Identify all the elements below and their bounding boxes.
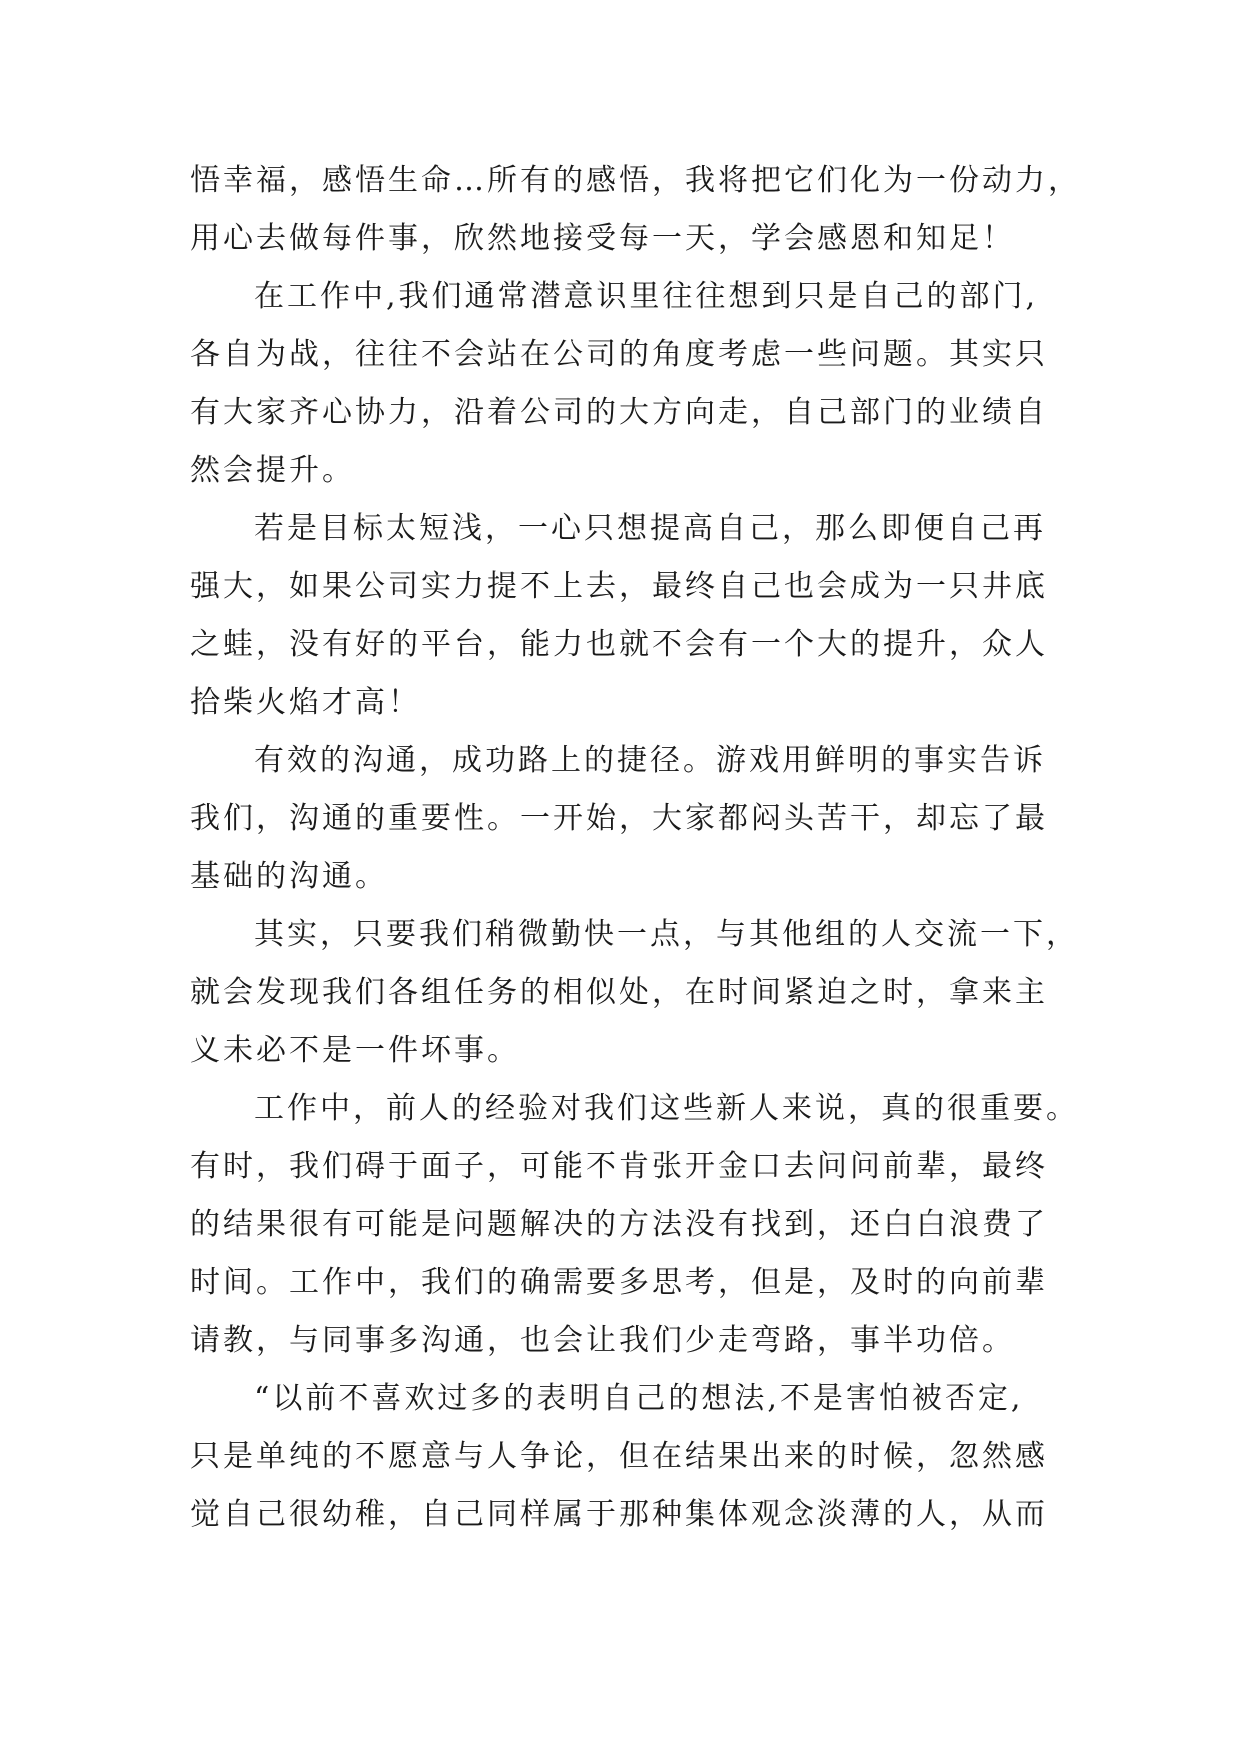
text-line: 时间。工作中，我们的确需要多思考，但是，及时的向前辈 [190, 1265, 1048, 1300]
text-line: 请教，与同事多沟通，也会让我们少走弯路，事半功倍。 [190, 1323, 1015, 1358]
paragraph-first-line: 在工作中,我们通常潜意识里往往想到只是自己的部门, [254, 279, 1039, 314]
text-line: 各自为战，往往不会站在公司的角度考虑一些问题。其实只 [190, 337, 1048, 372]
text-line: 我们，沟通的重要性。一开始，大家都闷头苦干，却忘了最 [190, 801, 1048, 836]
text-line: 基础的沟通。 [190, 859, 388, 894]
document-body [190, 152, 1081, 1544]
paragraph-first-line: “以前不喜欢过多的表明自己的想法,不是害怕被否定, [254, 1381, 1024, 1416]
text-line: 只是单纯的不愿意与人争论，但在结果出来的时候，忽然感 [190, 1439, 1048, 1474]
text-line: 就会发现我们各组任务的相似处，在时间紧迫之时，拿来主 [190, 975, 1048, 1010]
paragraph-first-line: 工作中，前人的经验对我们这些新人来说，真的很重要。 [254, 1091, 1079, 1126]
text-line: 有时，我们碍于面子，可能不肯张开金口去问问前辈，最终 [190, 1149, 1048, 1184]
text-line: 然会提升。 [190, 453, 355, 488]
text-line: 的结果很有可能是问题解决的方法没有找到，还白白浪费了 [190, 1207, 1048, 1242]
text-line: 拾柴火焰才高！ [190, 685, 421, 720]
text-line: 有大家齐心协力，沿着公司的大方向走，自己部门的业绩自 [190, 395, 1048, 430]
text-line: 用心去做每件事，欣然地接受每一天，学会感恩和知足！ [190, 221, 1015, 256]
text-line: 觉自己很幼稚，自己同样属于那种集体观念淡薄的人，从而 [190, 1497, 1048, 1532]
paragraph-first-line: 若是目标太短浅，一心只想提高自己，那么即便自己再 [254, 511, 1046, 546]
paragraph-first-line: 有效的沟通，成功路上的捷径。游戏用鲜明的事实告诉 [254, 743, 1046, 778]
text-line: 悟幸福，感悟生命…所有的感悟，我将把它们化为一份动力， [190, 163, 1081, 198]
paragraph-first-line: 其实，只要我们稍微勤快一点，与其他组的人交流一下， [254, 917, 1079, 952]
text-line: 义未必不是一件坏事。 [190, 1033, 520, 1068]
text-line: 强大，如果公司实力提不上去，最终自己也会成为一只井底 [190, 569, 1048, 604]
text-line: 之蛙，没有好的平台，能力也就不会有一个大的提升，众人 [190, 627, 1048, 662]
